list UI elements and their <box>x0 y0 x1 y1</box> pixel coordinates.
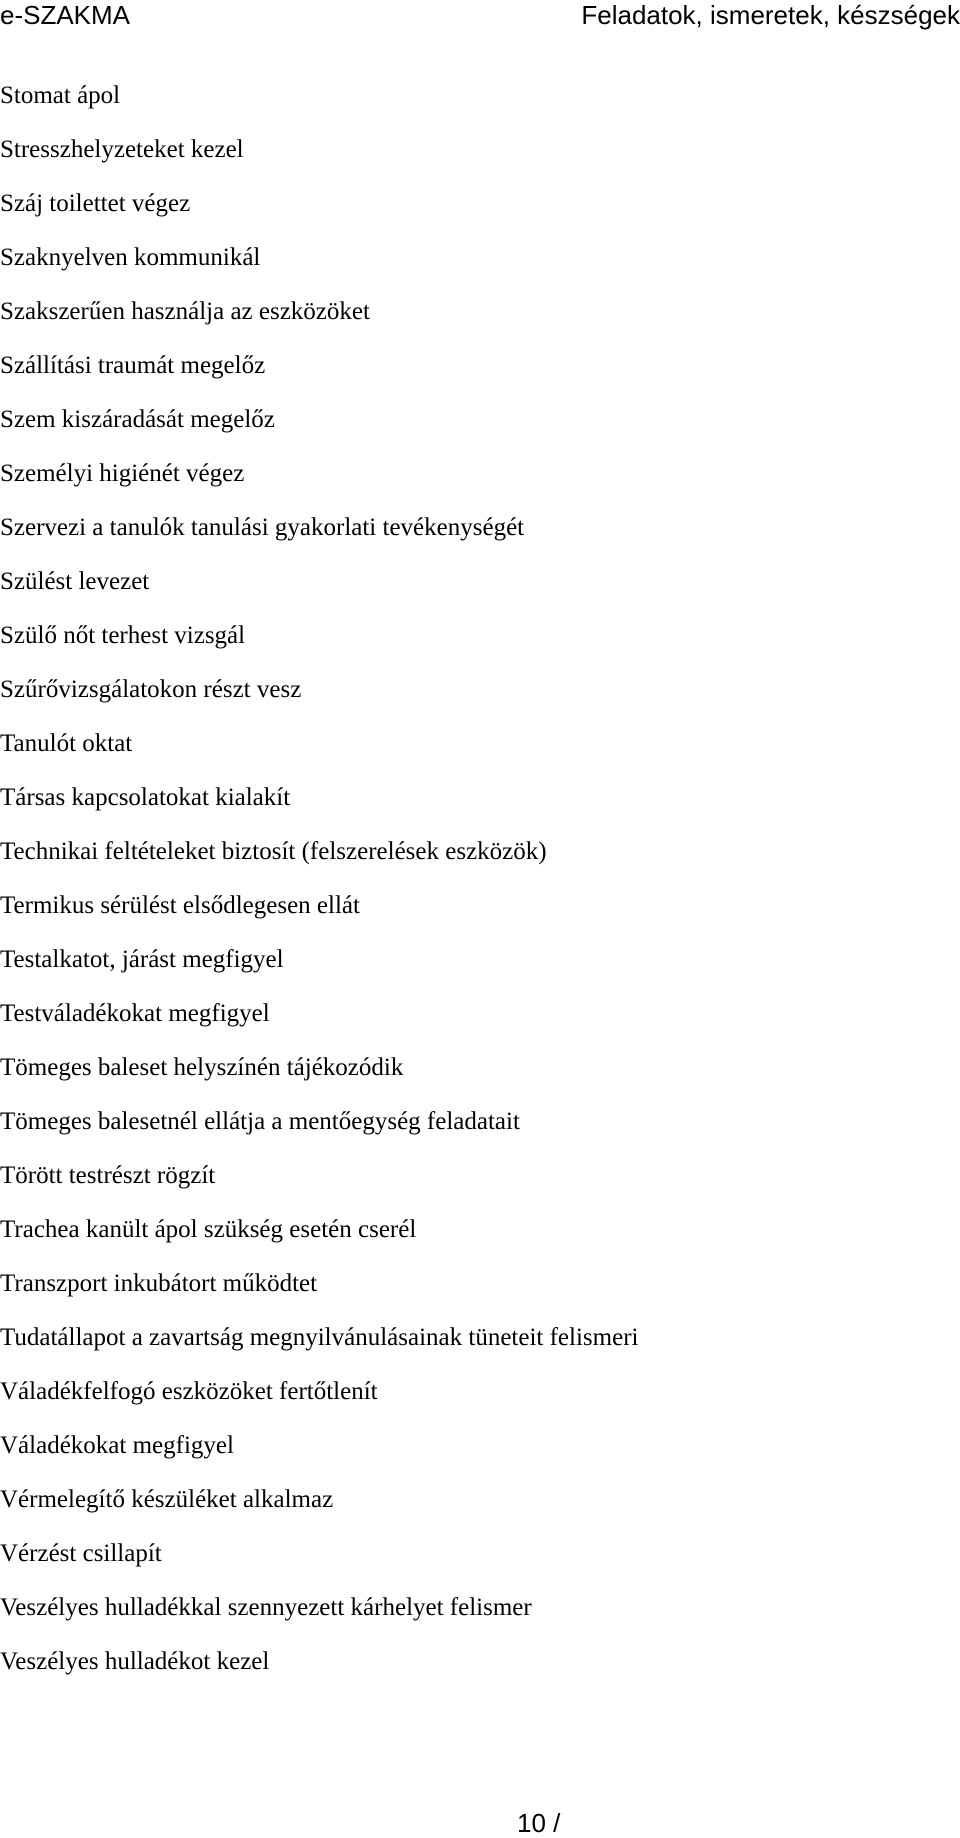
list-item: Szülő nőt terhest vizsgál <box>0 622 246 649</box>
list-item: Stresszhelyzeteket kezel <box>0 136 244 163</box>
site-title: e-SZAKMA <box>0 0 131 30</box>
section-title: Feladatok, ismeretek, készségek <box>581 0 960 30</box>
list-item: Tömeges balesetnél ellátja a mentőegység feladatait <box>0 1108 520 1135</box>
list-item: Trachea kanült ápol szükség esetén cserél <box>0 1216 417 1243</box>
list-item: Törött testrészt rögzít <box>0 1162 216 1189</box>
list-item: Tanulót oktat <box>0 730 133 757</box>
page-header <box>0 0 960 40</box>
task-list <box>0 78 960 1698</box>
list-item: Szervezi a tanulók tanulási gyakorlati tevékenységét <box>0 514 525 541</box>
list-item: Szállítási traumát megelőz <box>0 352 266 379</box>
list-item: Szem kiszáradását megelőz <box>0 406 275 433</box>
list-item: Szülést levezet <box>0 568 150 595</box>
list-item: Tudatállapot a zavartság megnyilvánulásainak tüneteit felismeri <box>0 1324 639 1351</box>
list-item: Száj toilettet végez <box>0 190 191 217</box>
list-item: Veszélyes hulladékkal szennyezett kárhelyet felismer <box>0 1594 532 1621</box>
list-item: Társas kapcsolatokat kialakít <box>0 784 291 811</box>
list-item: Testalkatot, járást megfigyel <box>0 946 284 973</box>
list-item: Személyi higiénét végez <box>0 460 245 487</box>
list-item: Termikus sérülést elsődlegesen ellát <box>0 892 360 919</box>
list-item: Veszélyes hulladékot kezel <box>0 1648 270 1675</box>
list-item: Stomat ápol <box>0 82 121 109</box>
list-item: Tömeges baleset helyszínén tájékozódik <box>0 1054 404 1081</box>
list-item: Technikai feltételeket biztosít (felszerelések eszközök) <box>0 838 547 865</box>
list-item: Transzport inkubátort működtet <box>0 1270 318 1297</box>
list-item: Szakszerűen használja az eszközöket <box>0 298 370 325</box>
list-item: Váladékokat megfigyel <box>0 1432 234 1459</box>
page-number: 10 / <box>517 1808 561 1838</box>
list-item: Testváladékokat megfigyel <box>0 1000 270 1027</box>
list-item: Szűrővizsgálatokon részt vesz <box>0 676 302 703</box>
list-item: Vérmelegítő készüléket alkalmaz <box>0 1486 334 1513</box>
list-item: Váladékfelfogó eszközöket fertőtlenít <box>0 1378 378 1405</box>
list-item: Szaknyelven kommunikál <box>0 244 261 271</box>
list-item: Vérzést csillapít <box>0 1540 162 1567</box>
